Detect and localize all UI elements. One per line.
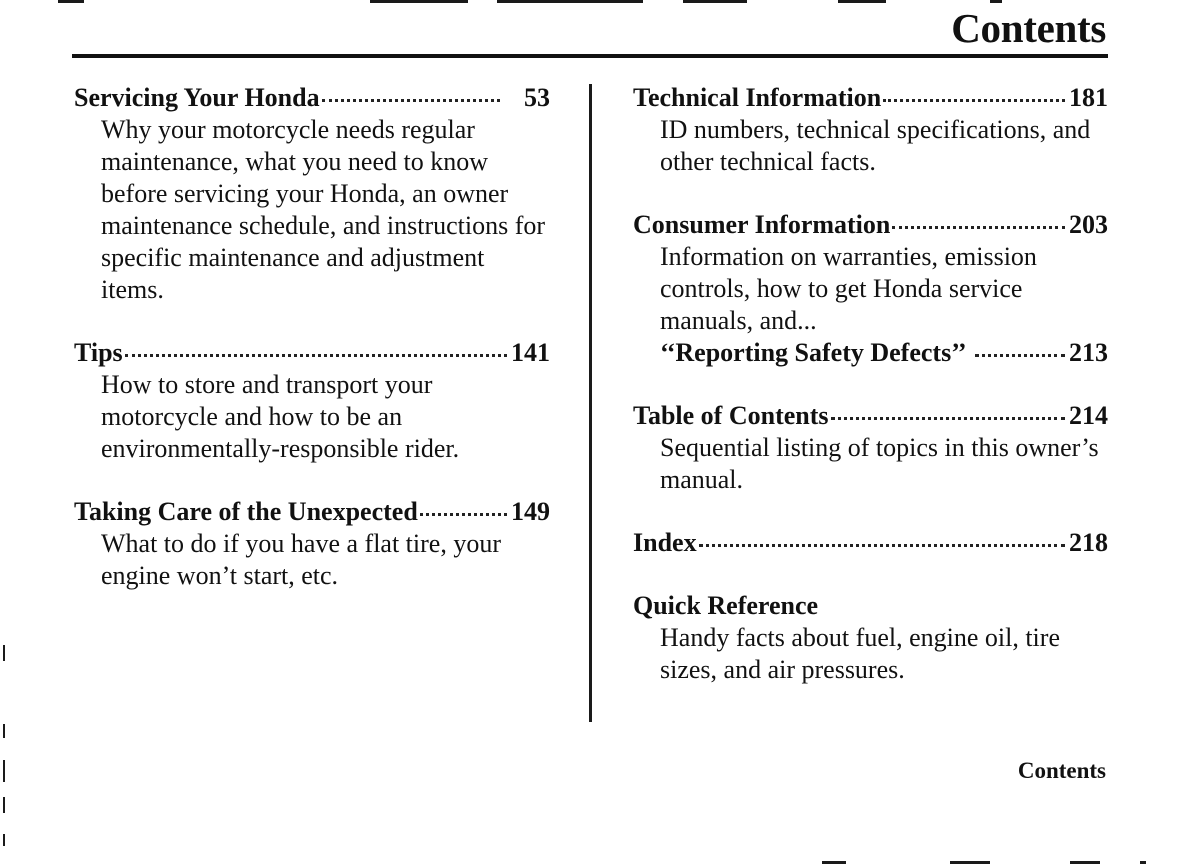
left-column xyxy=(74,82,550,623)
edge-mark xyxy=(3,797,5,813)
dot-leader xyxy=(975,354,1065,357)
dot-leader xyxy=(699,544,1065,547)
toc-entry-link[interactable] xyxy=(74,496,550,528)
toc-entry xyxy=(633,209,1108,369)
toc-entry-link[interactable] xyxy=(633,82,1108,114)
edge-mark xyxy=(1140,861,1146,864)
toc-entry-page: 53 xyxy=(524,83,550,112)
toc-entry-title: Index xyxy=(633,528,697,557)
toc-entry xyxy=(74,496,550,592)
toc-entry-description: Handy facts about fuel, engine oil, tire sizes, and air pressures. xyxy=(660,623,1060,684)
column-divider xyxy=(589,84,592,722)
toc-entry-title: Servicing Your Honda xyxy=(74,83,320,112)
toc-entry-page: 149 xyxy=(511,497,550,526)
edge-mark xyxy=(497,0,643,3)
dot-leader xyxy=(420,513,507,516)
toc-subentry-link[interactable] xyxy=(660,337,1108,369)
edge-mark xyxy=(1070,861,1100,864)
toc-entry-title: Technical Information xyxy=(633,83,882,112)
toc-entry-link[interactable] xyxy=(633,400,1108,432)
toc-entry-link[interactable] xyxy=(633,527,1108,559)
toc-entry xyxy=(633,527,1108,559)
toc-entry-description: What to do if you have a flat tire, your engine won’t start, etc. xyxy=(101,529,501,590)
dot-leader xyxy=(831,417,1065,420)
toc-entry xyxy=(633,400,1108,496)
right-column xyxy=(633,82,1108,717)
footer-section-label: Contents xyxy=(1017,758,1106,783)
toc-entry-description: Why your motorcycle needs regular maintenance, what you need to know before servicing your Honda, an owner maintenance schedule, and instructions for specific maintenance and adjustment items. xyxy=(101,115,546,304)
toc-entry-title: Tips xyxy=(74,338,123,367)
edge-mark xyxy=(950,861,990,864)
toc-entry-title: Consumer Information xyxy=(633,210,891,239)
toc-entry-description: ID numbers, technical specifications, and other technical facts. xyxy=(660,115,1091,176)
toc-entry-description: Information on warranties, emission controls, how to get Honda service manuals, and... xyxy=(660,242,1037,335)
toc-entry-link[interactable] xyxy=(633,209,1108,241)
edge-mark xyxy=(3,760,5,782)
toc-entry-page: 203 xyxy=(1069,210,1108,239)
toc-entry-page: 218 xyxy=(1069,528,1108,557)
toc-entry-description: Sequential listing of topics in this owner’s manual. xyxy=(660,433,1099,494)
dot-leader xyxy=(892,226,1065,229)
toc-entry-title: Table of Contents xyxy=(633,401,829,430)
toc-entry-page: 181 xyxy=(1069,83,1108,112)
toc-entry-page: 214 xyxy=(1069,401,1108,430)
dot-leader xyxy=(125,354,507,357)
toc-entry-title: Quick Reference xyxy=(633,591,819,620)
toc-entry-link[interactable] xyxy=(74,337,550,369)
toc-entry-title: Taking Care of the Unexpected xyxy=(74,497,418,526)
toc-entry-page: 141 xyxy=(511,338,550,367)
toc-subentry-title: ‘‘Reporting Safety Defects’’ xyxy=(660,338,967,367)
toc-entry xyxy=(633,82,1108,178)
dot-leader xyxy=(883,99,1065,102)
toc-entry xyxy=(633,590,1108,686)
toc-entry xyxy=(74,82,550,306)
edge-mark xyxy=(683,0,747,3)
toc-entry-description: How to store and transport your motorcycle and how to be an environmentally-responsible rider. xyxy=(101,370,460,463)
edge-mark xyxy=(3,724,5,738)
title-rule xyxy=(72,54,1108,58)
edge-mark xyxy=(3,645,5,661)
edge-mark xyxy=(838,0,886,3)
toc-entry-link[interactable] xyxy=(74,82,550,114)
edge-mark xyxy=(3,834,5,846)
edge-mark xyxy=(370,0,468,3)
edge-mark xyxy=(822,861,846,864)
page-title: Contents xyxy=(951,5,1106,51)
toc-entry xyxy=(74,337,550,465)
toc-entry-link[interactable] xyxy=(633,590,1108,622)
edge-mark xyxy=(990,0,1002,3)
edge-mark xyxy=(58,0,84,3)
dot-leader xyxy=(322,99,500,102)
toc-subentry-page: 213 xyxy=(1069,338,1108,367)
